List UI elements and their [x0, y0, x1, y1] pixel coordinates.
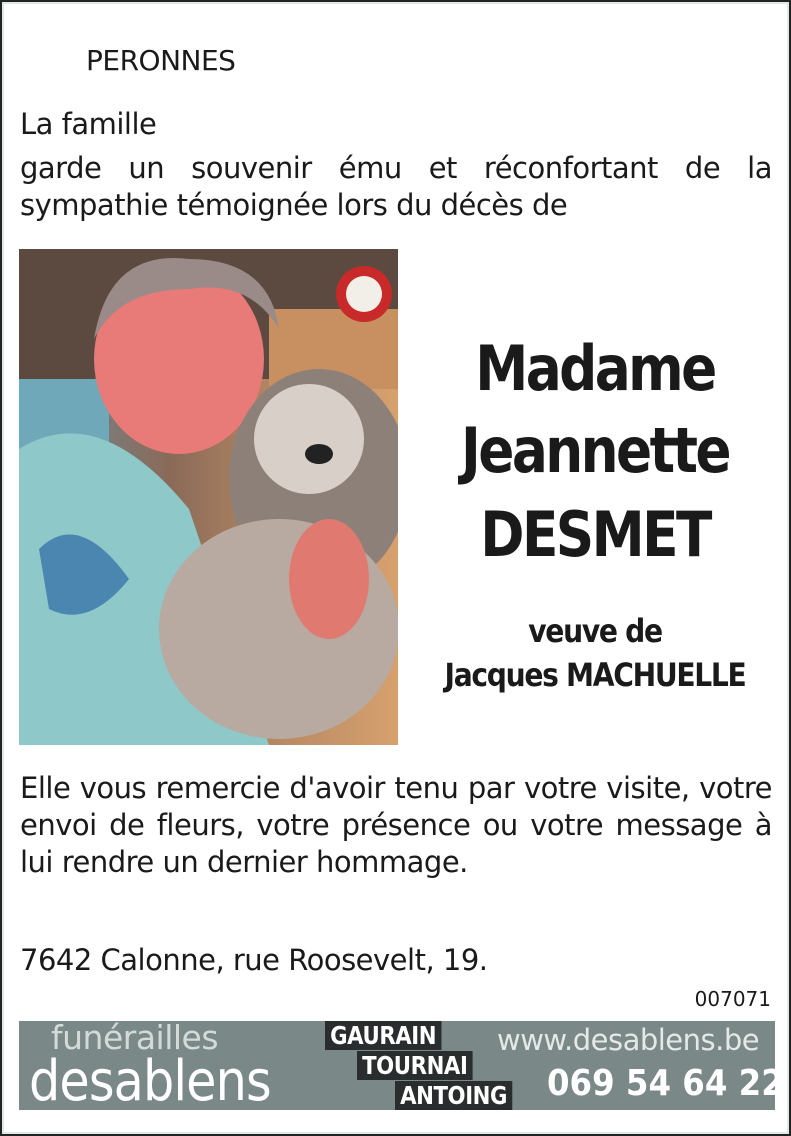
- town-antoing: ANTOING: [395, 1081, 512, 1110]
- phone-number: 069 54 64 22: [547, 1063, 784, 1104]
- town-gaurain: GAURAIN: [325, 1021, 441, 1050]
- deceased-last-name: DESMET: [480, 498, 710, 571]
- funeral-home-banner: [19, 1018, 784, 1114]
- town-tournai: TOURNAI: [357, 1051, 473, 1080]
- deceased-first-name: Jeannette: [461, 414, 729, 487]
- sympathy-paragraph: garde un souvenir ému et réconfortant de la sympathie témoignée lors du décès de: [20, 151, 772, 222]
- brand-top: funérailles: [51, 1018, 219, 1057]
- thanks-paragraph: Elle vous remercie d'avoir tenu par votre visite, votre envoi de fleurs, votre présence ou votre message à lui rendre un dernier hommage.: [20, 771, 772, 879]
- website-link[interactable]: www.desablens.be: [497, 1023, 760, 1057]
- reference-number: 007071: [694, 987, 771, 1011]
- brand-main: desablens: [29, 1049, 271, 1114]
- address: 7642 Calonne, rue Roosevelt, 19.: [20, 943, 488, 977]
- deceased-photo: [19, 249, 398, 745]
- deceased-title: Madame: [475, 332, 715, 405]
- widow-label: veuve de: [528, 612, 662, 650]
- town-heading: PERONNES: [86, 44, 236, 77]
- intro-text: La famille: [20, 107, 157, 141]
- spouse-name: Jacques MACHUELLE: [444, 656, 746, 694]
